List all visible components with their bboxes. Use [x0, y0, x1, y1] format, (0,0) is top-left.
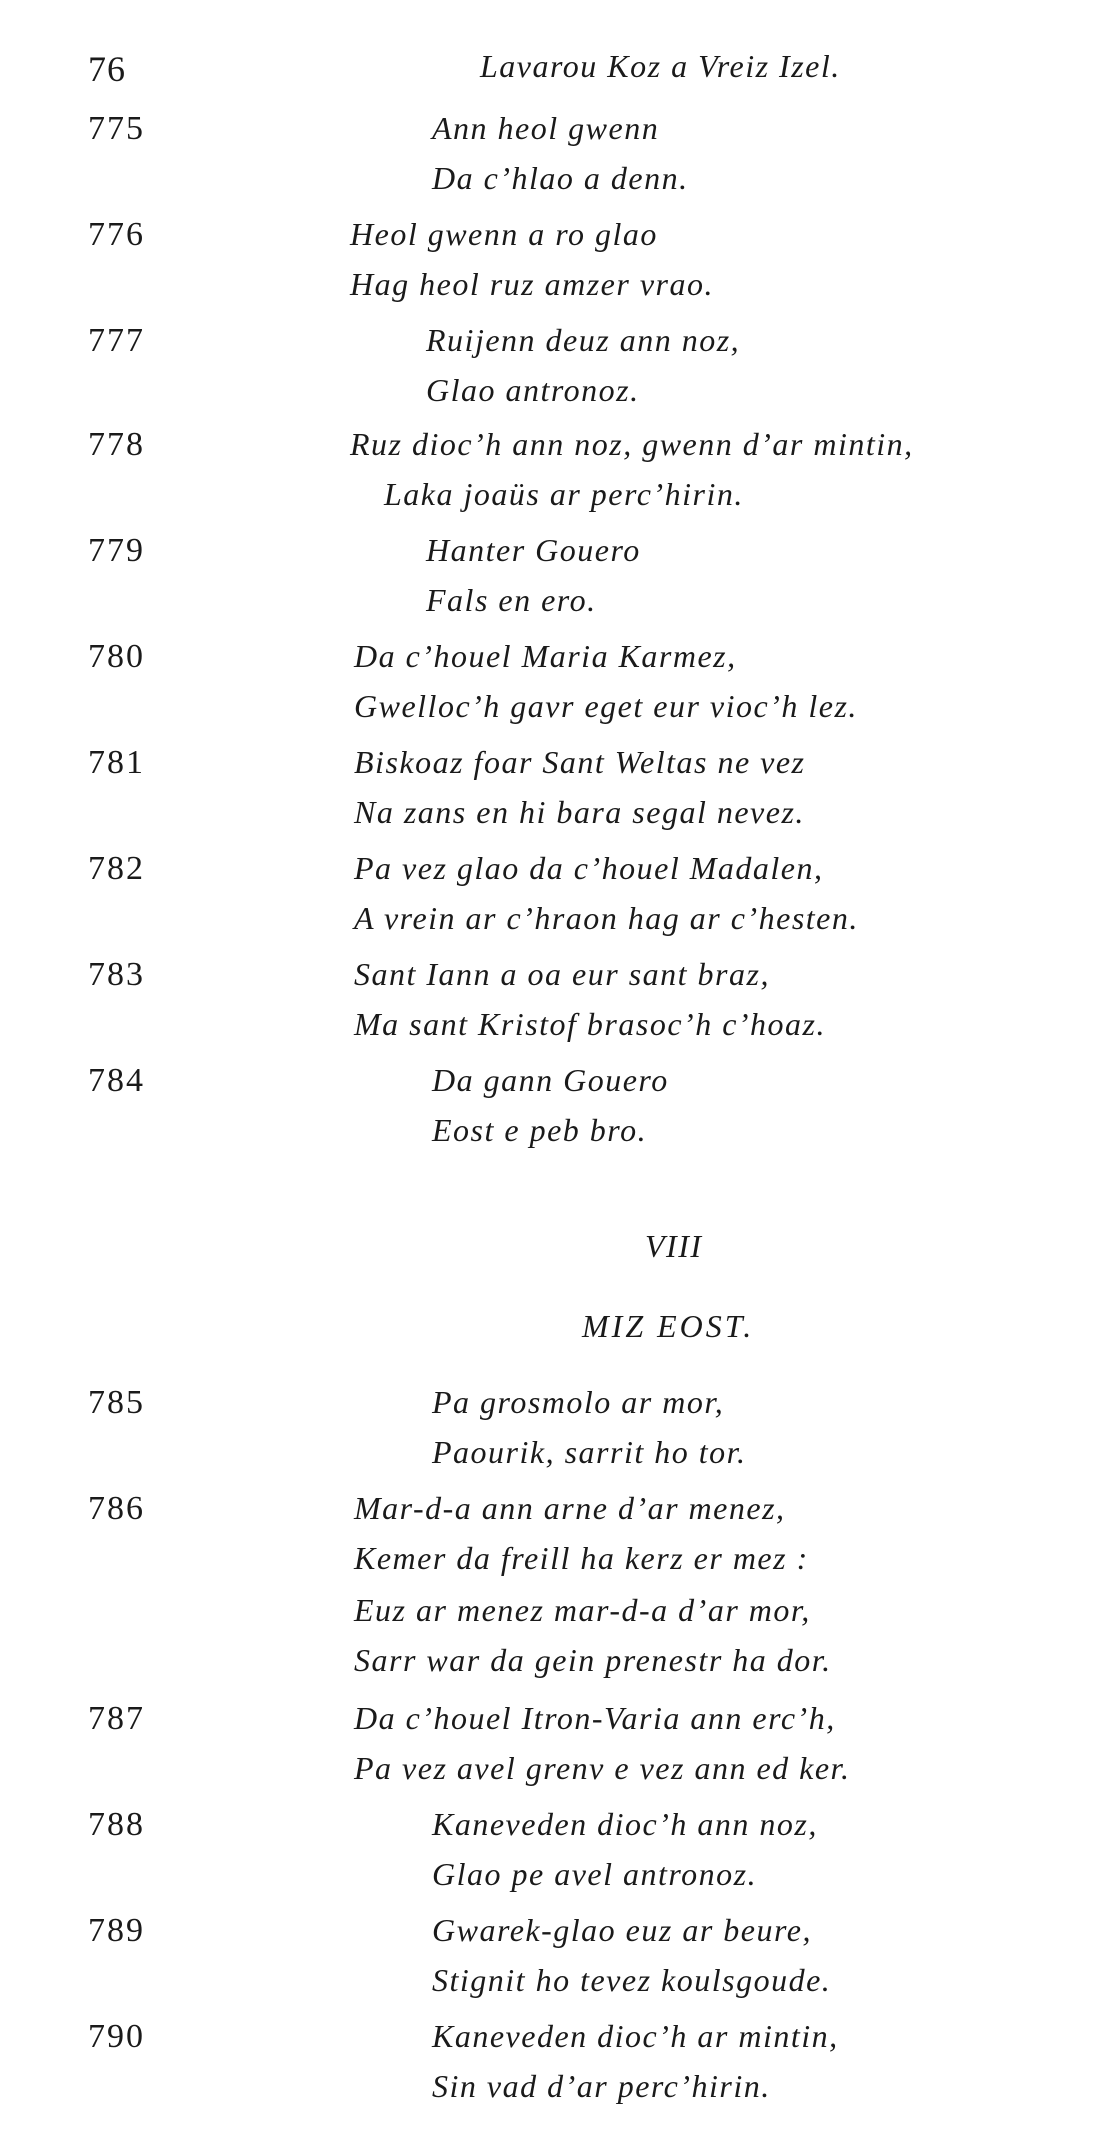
proverb-number: 778	[88, 426, 145, 463]
proverb-line: Stignit ho tevez koulsgoude.	[432, 1962, 832, 1998]
proverb-number: 777	[88, 322, 145, 359]
proverb-line: Gwelloc’h gavr eget eur vioc’h lez.	[354, 688, 858, 724]
proverb-number: 775	[88, 110, 145, 147]
proverb-line: Kaneveden dioc’h ar mintin,	[432, 2018, 839, 2054]
proverb-number: 789	[88, 1912, 145, 1949]
proverb-number: 784	[88, 1062, 145, 1099]
proverb-number: 786	[88, 1490, 145, 1527]
proverb-line: Na zans en hi bara segal nevez.	[354, 794, 805, 830]
proverb-line: Mar-d-a ann arne d’ar menez,	[354, 1490, 786, 1526]
section-title: MIZ EOST.	[582, 1308, 755, 1344]
proverb-line: Hanter Gouero	[426, 532, 641, 568]
proverb-line: Pa vez glao da c’houel Madalen,	[354, 850, 824, 886]
proverb-line: Ruijenn deuz ann noz,	[426, 322, 741, 358]
proverb-number: 776	[88, 216, 145, 253]
proverb-line: Ann heol gwenn	[432, 110, 660, 146]
proverb-line: Laka joaüs ar perc’hirin.	[384, 476, 744, 512]
proverb-line: Da c’houel Itron-Varia ann erc’h,	[354, 1700, 836, 1736]
proverb-line: Ma sant Kristof brasoc’h c’hoaz.	[354, 1006, 826, 1042]
section-number: VIII	[645, 1228, 703, 1264]
proverb-number: 779	[88, 532, 145, 569]
proverb-number: 785	[88, 1384, 145, 1421]
proverb-line: Fals en ero.	[426, 582, 597, 618]
proverb-line: Sarr war da gein prenestr ha dor.	[354, 1642, 832, 1678]
proverb-line: Glao antronoz.	[426, 372, 640, 408]
proverb-line: Glao pe avel antronoz.	[432, 1856, 758, 1892]
proverb-number: 781	[88, 744, 145, 781]
proverb-line: Eost e peb bro.	[432, 1112, 648, 1148]
proverb-line: Sin vad d’ar perc’hirin.	[432, 2068, 771, 2104]
proverb-line: Pa vez avel grenv e vez ann ed ker.	[354, 1750, 851, 1786]
proverb-line: Da c’hlao a denn.	[432, 160, 689, 196]
proverb-line: Biskoaz foar Sant Weltas ne vez	[354, 744, 806, 780]
proverb-line: Euz ar menez mar-d-a d’ar mor,	[354, 1592, 811, 1628]
proverb-line: Sant Iann a oa eur sant braz,	[354, 956, 770, 992]
proverb-line: Hag heol ruz amzer vrao.	[350, 266, 714, 302]
proverb-line: Pa grosmolo ar mor,	[432, 1384, 725, 1420]
proverb-number: 788	[88, 1806, 145, 1843]
proverb-line: Paourik, sarrit ho tor.	[432, 1434, 747, 1470]
proverb-number: 780	[88, 638, 145, 675]
proverb-line: Heol gwenn a ro glao	[350, 216, 658, 252]
proverb-line: Ruz dioc’h ann noz, gwenn d’ar mintin,	[350, 426, 914, 462]
proverb-number: 783	[88, 956, 145, 993]
proverb-line: Da gann Gouero	[432, 1062, 669, 1098]
proverb-line: Kaneveden dioc’h ann noz,	[432, 1806, 818, 1842]
proverb-number: 790	[88, 2018, 145, 2055]
proverb-number: 787	[88, 1700, 145, 1737]
proverb-line: Gwarek-glao euz ar beure,	[432, 1912, 812, 1948]
proverb-line: Kemer da freill ha kerz er mez :	[354, 1540, 809, 1576]
page-number: 76	[88, 49, 126, 89]
page-header	[0, 40, 1095, 100]
running-title: Lavarou Koz a Vreiz Izel.	[480, 48, 841, 84]
proverb-number: 782	[88, 850, 145, 887]
proverb-line: Da c’houel Maria Karmez,	[354, 638, 737, 674]
proverb-line: A vrein ar c’hraon hag ar c’hesten.	[354, 900, 859, 936]
